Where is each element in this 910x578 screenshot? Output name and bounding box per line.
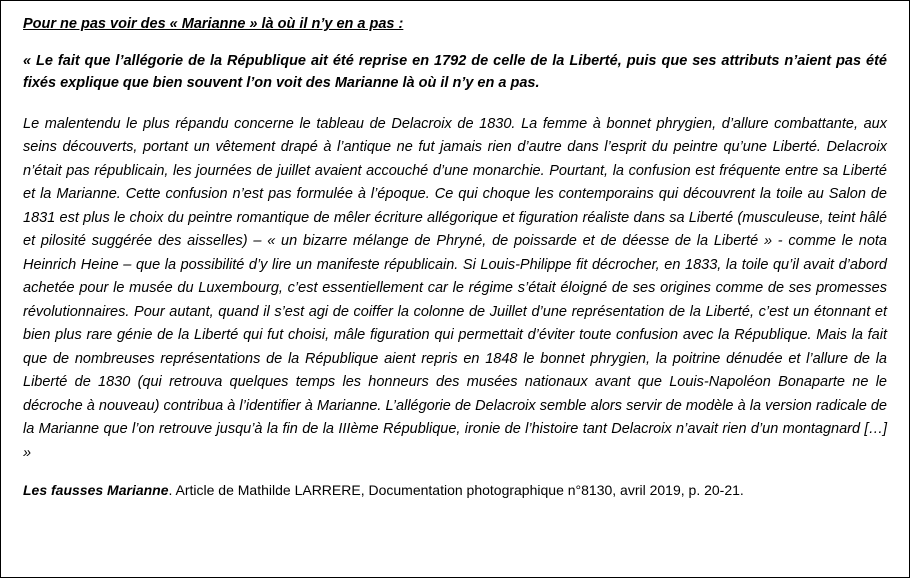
- source-title: Les fausses Marianne: [23, 482, 169, 499]
- page-title: Pour ne pas voir des « Marianne » là où il n’y en a pas :: [23, 16, 404, 32]
- body-paragraph: Le malentendu le plus répandu concerne le tableau de Delacroix de 1830. La femme à bonnet phrygien, d’allure combattante, aux seins découverts, portant un vêtement drapé à l’antique ne fut jamais rien d’autre dans l’esprit du peintre qu’une Liberté. Delacroix n’était pas républicain, les journées de juillet avaient accouché d’une monarchie. Pourtant, la confusion est fréquente entre sa Liberté et la Marianne. Cette confusion n’est pas formulée à l’époque. Ce qui choque les contemporains qui découvrent la toile au Salon de 1831 est plus le choix du peintre romantique de mêler écriture allégorique et figuration réaliste dans sa Liberté (musculeuse, teint hâlé et pilosité suggérée des aisselles) – « un bizarre mélange de Phryné, de poissarde et de déesse de la Liberté » - comme le nota Heinrich Heine – que la possibilité d’y lire un manifeste républicain. Si Louis-Philippe fit décrocher, en 1833, la toile qu’il avait d’abord achetée pour le musée du Luxembourg, c’est essentiellement car le régime s’était éloigné de ses origines comme de ses promesses révolutionnaires. Pour autant, quand il s’est agi de coiffer la colonne de Juillet d’une représentation de la Liberté, c’est un étonnant et bien plus rare génie de la Liberté qui fut choisi, mâle figuration qui permettait d’éviter toute confusion avec la République. Mais la fait que de nombreuses représentations de la République aient repris en 1848 le bonnet phrygien, la poitrine dénudée et l’allure de la Liberté de 1830 (qui retrouva quelques temps les honneurs des musées nationaux avant que Louis-Napoléon Bonaparte ne le décroche à nouveau) contribua à l’identifier à Marianne. L’allégorie de Delacroix semble alors servir de modèle à la version radicale de la Marianne que l’on retrouve jusqu’à la fin de la IIIème République, ironie de l’histoire tant Delacroix n’avait rien d’un montagnard […] »: [23, 115, 887, 461]
- lead-quotation: « Le fait que l’allégorie de la République ait été reprise en 1792 de celle de la Liberté, puis que ses attributs n’aient pas été fixés explique que bien souvent l’on voit des Marianne là où il n’y en a pas.: [23, 52, 887, 92]
- source-details: . Article de Mathilde LARRERE, Documentation photographique n°8130, avril 2019, p. 20-21.: [168, 482, 744, 499]
- source-citation: [23, 481, 887, 501]
